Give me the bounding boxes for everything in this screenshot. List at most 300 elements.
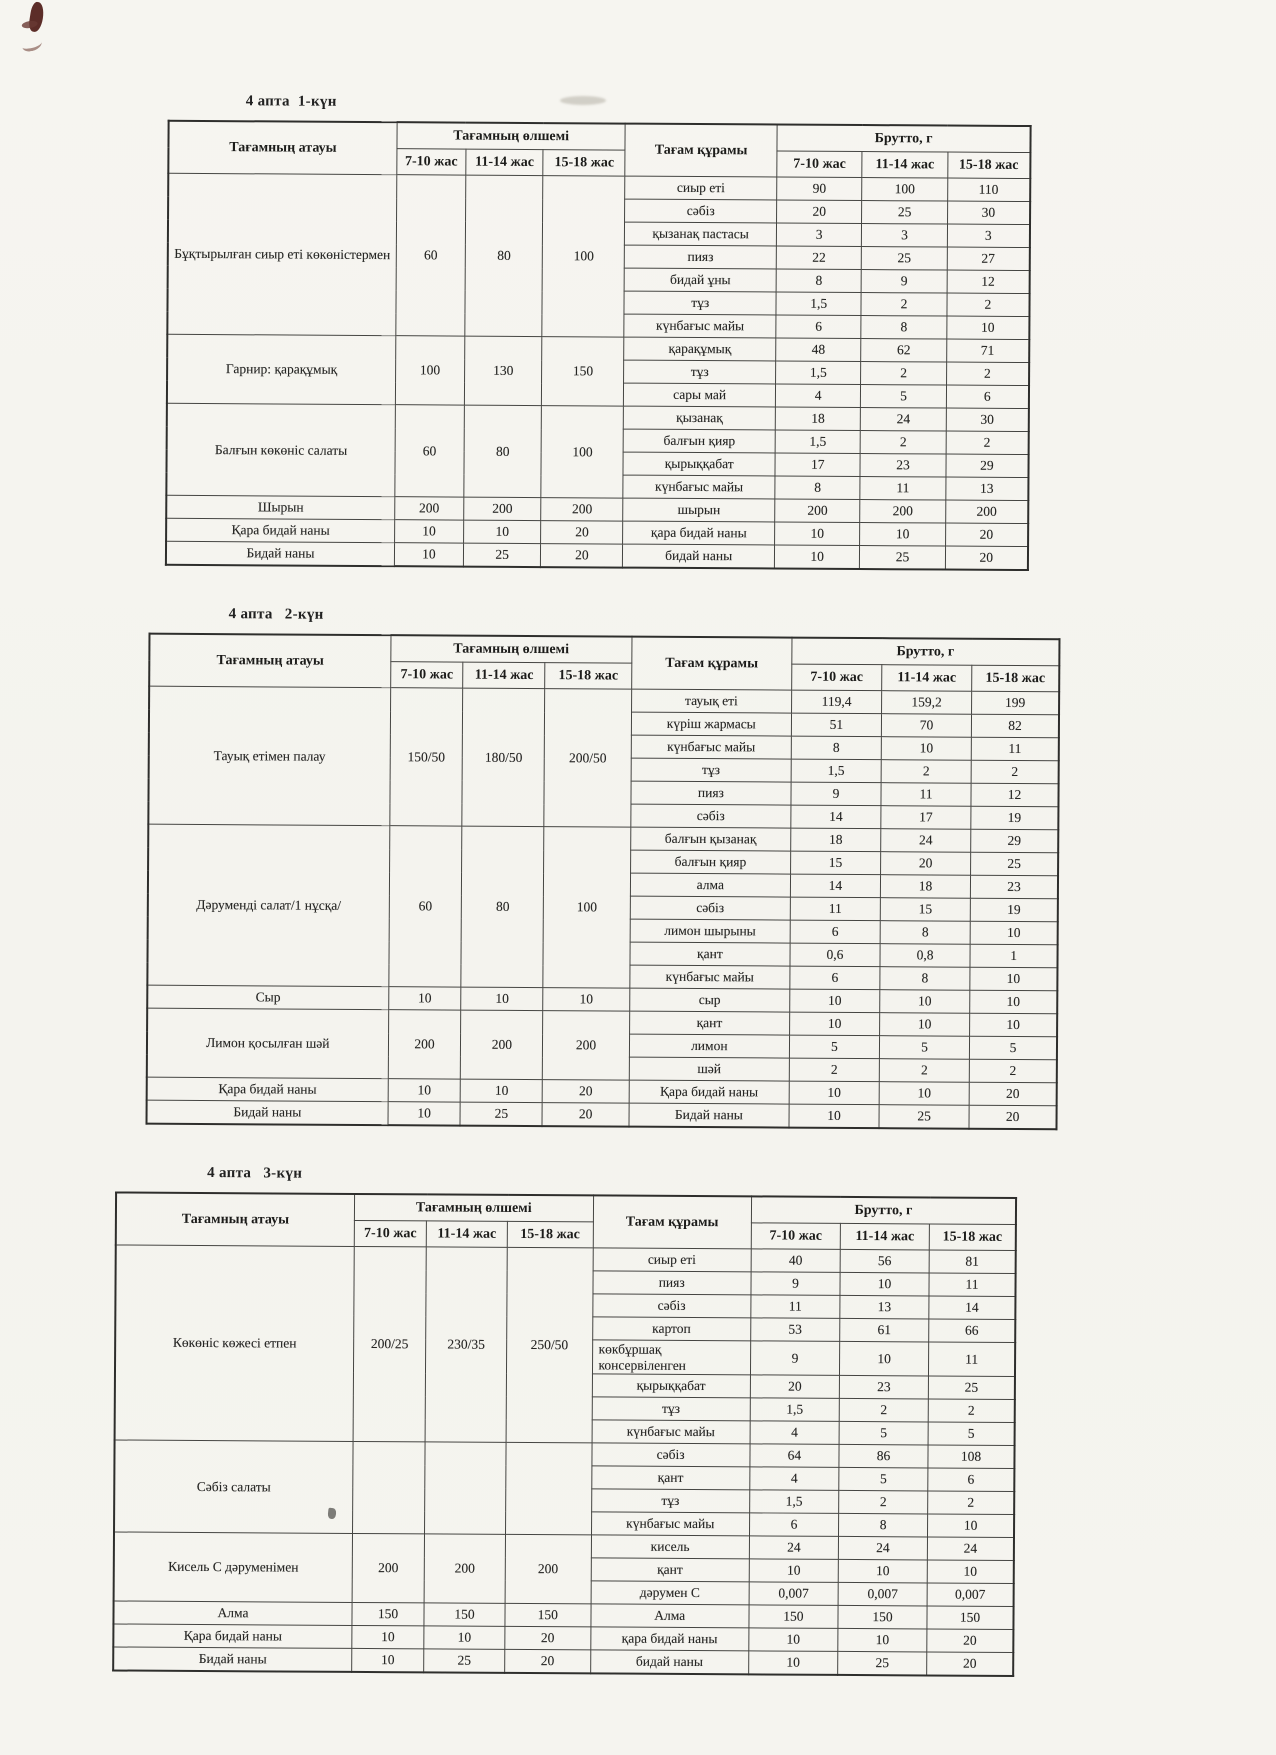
brutto-value: 6	[776, 315, 861, 339]
col-header-age: 7-10 жас	[777, 151, 862, 178]
brutto-value: 1,5	[776, 292, 861, 316]
table-row	[147, 1100, 1057, 1129]
brutto-value: 25	[862, 247, 947, 271]
col-header-age: 7-10 жас	[751, 1223, 840, 1250]
portion-size: 10	[388, 987, 461, 1010]
brutto-value: 25	[838, 1651, 927, 1675]
portion-size: 10	[352, 1625, 424, 1648]
brutto-value: 8	[880, 921, 970, 945]
brutto-value: 25	[879, 1105, 969, 1129]
portion-size: 150	[424, 1603, 505, 1626]
brutto-value: 10	[749, 1651, 838, 1675]
ingredient-name: пияз	[592, 1271, 751, 1295]
brutto-value: 2	[971, 760, 1059, 784]
portion-size: 20	[542, 1103, 629, 1127]
brutto-value: 2	[839, 1398, 928, 1422]
col-header-brutto-group: Брутто, г	[777, 125, 1031, 153]
brutto-value: 8	[861, 316, 946, 340]
brutto-value: 14	[929, 1296, 1016, 1320]
dish-name: Бұқтырылған сиыр еті көкөністермен	[167, 173, 396, 335]
portion-size: 25	[463, 543, 541, 567]
dish-name: Сәбіз салаты	[114, 1440, 353, 1533]
menu-section-day1	[165, 93, 1032, 571]
brutto-value: 2	[947, 293, 1030, 317]
brutto-value: 11	[751, 1295, 840, 1319]
col-header-age: 15-18 жас	[972, 665, 1060, 692]
col-header-age: 7-10 жас	[354, 1220, 426, 1246]
ingredient-name: күнбағыс майы	[624, 314, 776, 338]
brutto-value: 29	[971, 829, 1059, 853]
brutto-value: 30	[946, 408, 1029, 432]
brutto-value: 10	[881, 737, 971, 761]
ingredient-name: тұз	[631, 758, 791, 782]
portion-size: 80	[461, 826, 544, 987]
ingredient-name: сәбіз	[630, 896, 790, 920]
ingredient-name: дәрумен С	[591, 1581, 750, 1605]
col-header-brutto-group: Брутто, г	[751, 1196, 1016, 1224]
brutto-value: 15	[880, 898, 970, 922]
brutto-value: 81	[929, 1250, 1016, 1274]
ingredient-name: лимон шырыны	[630, 919, 790, 943]
table-row	[114, 1532, 1014, 1560]
col-header-age: 7-10 жас	[397, 149, 466, 175]
ingredient-name: қырыққабат	[623, 452, 775, 476]
ingredient-name: күнбағыс майы	[623, 475, 775, 499]
ingredient-name: қызанақ	[624, 406, 776, 430]
brutto-value: 0,007	[838, 1582, 927, 1606]
ingredient-name: тұз	[592, 1397, 751, 1421]
portion-size: 230/35	[425, 1247, 507, 1443]
brutto-value: 11	[929, 1342, 1016, 1377]
col-header-age: 7-10 жас	[390, 662, 463, 688]
portion-size: 200	[543, 1011, 630, 1081]
dish-name: Алма	[113, 1601, 352, 1625]
brutto-value: 6	[749, 1513, 838, 1537]
ingredient-name: қызанақ пастасы	[625, 222, 777, 246]
brutto-value: 6	[790, 966, 880, 990]
brutto-value: 4	[775, 384, 860, 408]
brutto-value: 150	[749, 1605, 838, 1629]
brutto-value: 29	[946, 454, 1029, 478]
portion-size: 80	[465, 175, 544, 336]
col-header-age: 11-14 жас	[840, 1223, 929, 1250]
brutto-value: 27	[947, 247, 1030, 271]
ingredient-name: шәй	[629, 1057, 789, 1081]
brutto-value: 10	[927, 1560, 1014, 1584]
brutto-value: 2	[881, 760, 971, 784]
portion-size: 20	[541, 544, 623, 568]
ingredient-name: Алма	[590, 1604, 749, 1628]
brutto-value: 19	[970, 898, 1058, 922]
portion-size: 10	[394, 543, 463, 567]
brutto-value: 82	[971, 714, 1059, 738]
portion-size: 200	[395, 497, 464, 520]
col-header-age: 15-18 жас	[543, 150, 625, 176]
brutto-value: 13	[946, 477, 1029, 501]
brutto-value: 8	[775, 476, 860, 500]
brutto-value: 5	[928, 1422, 1015, 1446]
col-header-composition: Тағам құрамы	[593, 1195, 752, 1248]
brutto-value: 20	[945, 523, 1028, 547]
ingredient-name: қара бидай наны	[623, 521, 775, 545]
portion-size: 200	[505, 1534, 591, 1604]
brutto-value: 15	[790, 851, 880, 875]
brutto-value: 2	[928, 1491, 1015, 1515]
portion-size: 80	[464, 405, 542, 497]
brutto-value: 110	[947, 178, 1030, 202]
section-title: 4 апта 2-күн	[228, 606, 324, 623]
dish-name: Тауық етімен палау	[148, 686, 390, 825]
brutto-value: 20	[969, 1082, 1057, 1106]
brutto-value: 24	[838, 1536, 927, 1560]
dish-name: Бидай наны	[147, 1100, 388, 1125]
brutto-value: 4	[750, 1421, 839, 1445]
brutto-value: 8	[838, 1513, 927, 1537]
col-header-age: 15-18 жас	[947, 152, 1030, 179]
brutto-value: 5	[839, 1421, 928, 1445]
ingredient-name: күнбағыс майы	[631, 735, 791, 759]
brutto-value: 24	[927, 1537, 1014, 1561]
portion-size: 150	[352, 1602, 424, 1625]
brutto-value: 2	[839, 1490, 928, 1514]
portion-size: 20	[541, 521, 623, 544]
brutto-value: 0,007	[927, 1583, 1014, 1607]
ingredient-name: тұз	[624, 360, 776, 384]
ingredient-name: балғын қызанақ	[630, 827, 790, 851]
table-row	[167, 334, 1029, 362]
dish-name: Гарнир: қарақұмық	[167, 334, 396, 404]
brutto-value: 20	[969, 1105, 1057, 1129]
brutto-value: 17	[881, 806, 971, 830]
brutto-value: 18	[775, 407, 860, 431]
brutto-value: 5	[789, 1035, 879, 1059]
col-header-age: 11-14 жас	[426, 1221, 507, 1247]
ingredient-name: бидай наны	[623, 544, 775, 568]
ingredient-name: қант	[591, 1466, 750, 1490]
ingredient-name: картоп	[592, 1317, 751, 1341]
ingredient-name: бидай ұны	[624, 268, 776, 292]
section-title: 4 апта 1-күн	[245, 93, 337, 110]
portion-size: 180/50	[462, 688, 545, 826]
dish-name: Қара бидай наны	[147, 1077, 388, 1101]
portion-size: 200	[388, 1010, 461, 1079]
brutto-value: 2	[860, 431, 945, 455]
brutto-value: 0,6	[790, 943, 880, 967]
col-header-brutto-group: Брутто, г	[792, 638, 1060, 666]
brutto-value: 199	[972, 691, 1060, 715]
brutto-value: 1,5	[775, 430, 860, 454]
portion-size: 100	[542, 176, 625, 337]
dish-name: Бидай наны	[113, 1647, 352, 1672]
table-row	[116, 1245, 1016, 1273]
brutto-value: 11	[881, 783, 971, 807]
brutto-value: 14	[790, 874, 880, 898]
brutto-value: 108	[928, 1445, 1015, 1469]
brutto-value: 1	[970, 944, 1058, 968]
brutto-value: 1,5	[791, 759, 881, 783]
brutto-value: 5	[861, 385, 946, 409]
brutto-value: 40	[751, 1249, 840, 1273]
portion-size: 10	[424, 1626, 505, 1649]
brutto-value: 53	[751, 1318, 840, 1342]
portion-size: 150	[542, 337, 624, 406]
ingredient-name: сиыр еті	[593, 1248, 752, 1272]
col-header-age: 15-18 жас	[929, 1224, 1016, 1251]
ingredient-name: бидай наны	[590, 1650, 749, 1674]
brutto-value: 14	[791, 805, 881, 829]
col-header-age: 11-14 жас	[882, 665, 972, 692]
table-row	[149, 686, 1059, 715]
ingredient-name: қара бидай наны	[590, 1627, 749, 1651]
portion-size: 10	[543, 988, 630, 1012]
col-header-age: 15-18 жас	[507, 1221, 593, 1248]
ingredient-name: алма	[630, 873, 790, 897]
portion-size: 10	[461, 987, 543, 1010]
ingredient-name: сәбіз	[625, 199, 777, 223]
brutto-value: 25	[862, 201, 947, 225]
brutto-value: 8	[776, 269, 861, 293]
col-header-portion-group: Тағамның өлшемі	[397, 122, 626, 150]
ingredient-name: қарақұмық	[624, 337, 776, 361]
col-header-age: 11-14 жас	[466, 149, 544, 175]
menu-table-day2	[145, 633, 1060, 1131]
ingredient-name: сары май	[624, 383, 776, 407]
portion-size: 200/50	[544, 689, 631, 828]
brutto-value: 71	[946, 339, 1029, 363]
ingredient-name: пияз	[631, 781, 791, 805]
col-header-age: 11-14 жас	[463, 662, 545, 688]
portion-size: 200/25	[353, 1246, 426, 1441]
brutto-value: 0,8	[880, 944, 970, 968]
brutto-value: 20	[881, 852, 971, 876]
brutto-value: 10	[790, 989, 880, 1013]
brutto-value: 51	[791, 713, 881, 737]
ingredient-name: Қара бидай наны	[629, 1080, 789, 1104]
col-header-portion-group: Тағамның өлшемі	[390, 635, 631, 663]
brutto-value: 2	[969, 1059, 1057, 1083]
dish-name: Дәруменді салат/1 нұсқа/	[147, 824, 389, 986]
col-header-age: 15-18 жас	[545, 663, 632, 690]
brutto-value: 25	[971, 852, 1059, 876]
ingredient-name: күнбағыс майы	[630, 965, 790, 989]
brutto-value: 10	[838, 1559, 927, 1583]
ingredient-name: қант	[630, 942, 790, 966]
dish-name: Балғын көкөніс салаты	[166, 403, 395, 496]
brutto-value: 6	[928, 1468, 1015, 1492]
brutto-value: 18	[791, 828, 881, 852]
ingredient-name: Бидай наны	[629, 1103, 789, 1127]
brutto-value: 2	[879, 1059, 969, 1083]
brutto-value: 200	[860, 500, 945, 524]
menu-table-day1	[165, 120, 1032, 571]
brutto-value: 9	[861, 270, 946, 294]
brutto-value: 10	[789, 1104, 879, 1128]
ingredient-name: күріш жармасы	[631, 712, 791, 736]
brutto-value: 9	[751, 1272, 840, 1296]
brutto-value: 10	[749, 1628, 838, 1652]
brutto-value: 10	[970, 921, 1058, 945]
brutto-value: 86	[839, 1444, 928, 1468]
portion-size: 20	[505, 1649, 591, 1673]
brutto-value: 8	[791, 736, 881, 760]
ingredient-name: балғын қияр	[630, 850, 790, 874]
brutto-value: 22	[776, 246, 861, 270]
brutto-value: 6	[946, 385, 1029, 409]
brutto-value: 5	[970, 1036, 1058, 1060]
portion-size: 250/50	[506, 1247, 593, 1443]
brutto-value: 66	[929, 1319, 1016, 1343]
table-row	[147, 1008, 1057, 1037]
brutto-value: 1,5	[750, 1398, 839, 1422]
brutto-value: 3	[947, 224, 1030, 248]
brutto-value: 200	[775, 499, 860, 523]
menu-section-day3	[112, 1164, 1017, 1677]
portion-size	[506, 1442, 592, 1535]
brutto-value: 12	[947, 270, 1030, 294]
brutto-value: 10	[970, 990, 1058, 1014]
brutto-value: 90	[777, 177, 862, 201]
table-row	[113, 1647, 1013, 1676]
brutto-value: 11	[971, 737, 1059, 761]
brutto-value: 4	[750, 1467, 839, 1491]
portion-size: 60	[396, 175, 466, 336]
brutto-value: 150	[927, 1606, 1014, 1630]
portion-size: 25	[424, 1649, 505, 1673]
brutto-value: 23	[860, 454, 945, 478]
brutto-value: 10	[947, 316, 1030, 340]
portion-size: 130	[464, 336, 542, 405]
brutto-value: 56	[840, 1249, 929, 1273]
brutto-value: 100	[862, 178, 947, 202]
dish-name: Шырын	[166, 495, 395, 519]
brutto-value: 10	[860, 523, 945, 547]
ingredient-name: сәбіз	[591, 1443, 750, 1467]
brutto-value: 10	[879, 1082, 969, 1106]
brutto-value: 3	[776, 223, 861, 247]
brutto-value: 70	[881, 714, 971, 738]
brutto-value: 1,5	[776, 361, 861, 385]
brutto-value: 10	[970, 967, 1058, 991]
ingredient-name: сәбіз	[592, 1294, 751, 1318]
ingredient-name: күнбағыс майы	[592, 1420, 751, 1444]
portion-size: 150/50	[389, 688, 463, 826]
brutto-value: 20	[945, 546, 1028, 570]
ingredient-name: лимон	[629, 1034, 789, 1058]
brutto-value: 119,4	[791, 690, 881, 714]
brutto-value: 10	[970, 1013, 1058, 1037]
brutto-value: 9	[750, 1341, 839, 1376]
brutto-value: 10	[774, 545, 859, 569]
col-header-dish-name: Тағамның атауы	[116, 1192, 355, 1246]
brutto-value: 3	[862, 224, 947, 248]
brutto-value: 8	[880, 967, 970, 991]
menu-table-day3	[112, 1191, 1017, 1677]
ingredient-name: көкбұршақ консервіленген	[592, 1340, 751, 1375]
brutto-value: 23	[839, 1375, 928, 1399]
brutto-value: 2	[861, 362, 946, 386]
portion-size: 150	[505, 1603, 591, 1627]
portion-size: 20	[542, 1080, 629, 1104]
table-row	[166, 541, 1028, 570]
section-title: 4 апта 3-күн	[207, 1165, 303, 1182]
brutto-value: 159,2	[882, 691, 972, 715]
ingredient-name: шырын	[623, 498, 775, 522]
menu-section-day2	[145, 606, 1060, 1131]
dish-name: Кисель С дәруменімен	[114, 1532, 353, 1602]
portion-size: 100	[541, 406, 623, 498]
brutto-value: 17	[775, 453, 860, 477]
dish-name: Қара бидай наны	[113, 1624, 352, 1648]
ingredient-name: сыр	[629, 988, 789, 1012]
portion-size: 10	[463, 520, 541, 543]
ingredient-name: тұз	[624, 291, 776, 315]
brutto-value: 10	[749, 1559, 838, 1583]
ingredient-name: сәбіз	[631, 804, 791, 828]
brutto-value: 25	[860, 546, 945, 570]
brutto-value: 24	[881, 829, 971, 853]
brutto-value: 1,5	[750, 1490, 839, 1514]
brutto-value: 61	[840, 1318, 929, 1342]
brutto-value: 10	[789, 1081, 879, 1105]
brutto-value: 10	[839, 1341, 928, 1376]
brutto-value: 62	[861, 339, 946, 363]
col-header-portion-group: Тағамның өлшемі	[354, 1194, 593, 1222]
col-header-composition: Тағам құрамы	[631, 637, 791, 690]
ingredient-name: балғын қияр	[623, 429, 775, 453]
brutto-value: 2	[789, 1058, 879, 1082]
portion-size: 200	[464, 497, 542, 520]
portion-size: 10	[388, 1102, 461, 1126]
dish-name: Көкөніс көжесі етпен	[115, 1245, 355, 1441]
portion-size: 25	[460, 1102, 542, 1126]
col-header-dish-name: Тағамның атауы	[149, 634, 390, 688]
brutto-value: 19	[971, 806, 1059, 830]
portion-size: 200	[352, 1533, 424, 1602]
portion-size: 20	[505, 1626, 591, 1650]
portion-size: 100	[395, 336, 464, 405]
col-header-dish-name: Тағамның атауы	[168, 121, 397, 175]
brutto-value: 2	[861, 293, 946, 317]
portion-size: 200	[541, 498, 623, 521]
brutto-value: 20	[750, 1375, 839, 1399]
brutto-value: 30	[947, 201, 1030, 225]
portion-size: 60	[395, 405, 465, 497]
brutto-value: 24	[861, 408, 946, 432]
col-header-age: 7-10 жас	[792, 664, 882, 691]
portion-size: 60	[389, 826, 463, 987]
dish-name: Қара бидай наны	[166, 518, 395, 542]
brutto-value: 11	[860, 477, 945, 501]
brutto-value: 0,007	[749, 1582, 838, 1606]
brutto-value: 10	[838, 1628, 927, 1652]
brutto-value: 150	[838, 1605, 927, 1629]
brutto-value: 2	[928, 1399, 1015, 1423]
portion-size: 100	[543, 827, 630, 989]
brutto-value: 64	[750, 1444, 839, 1468]
ingredient-name: қант	[591, 1558, 750, 1582]
brutto-value: 20	[927, 1652, 1014, 1676]
col-header-age: 11-14 жас	[862, 152, 947, 179]
brutto-value: 25	[928, 1376, 1015, 1400]
brutto-value: 10	[880, 990, 970, 1014]
portion-size: 200	[424, 1534, 505, 1603]
brutto-value: 23	[970, 875, 1058, 899]
col-header-composition: Тағам құрамы	[625, 124, 777, 177]
portion-size: 10	[352, 1648, 424, 1672]
ingredient-name: тұз	[591, 1489, 750, 1513]
portion-size: 10	[388, 1079, 461, 1102]
brutto-value: 12	[971, 783, 1059, 807]
